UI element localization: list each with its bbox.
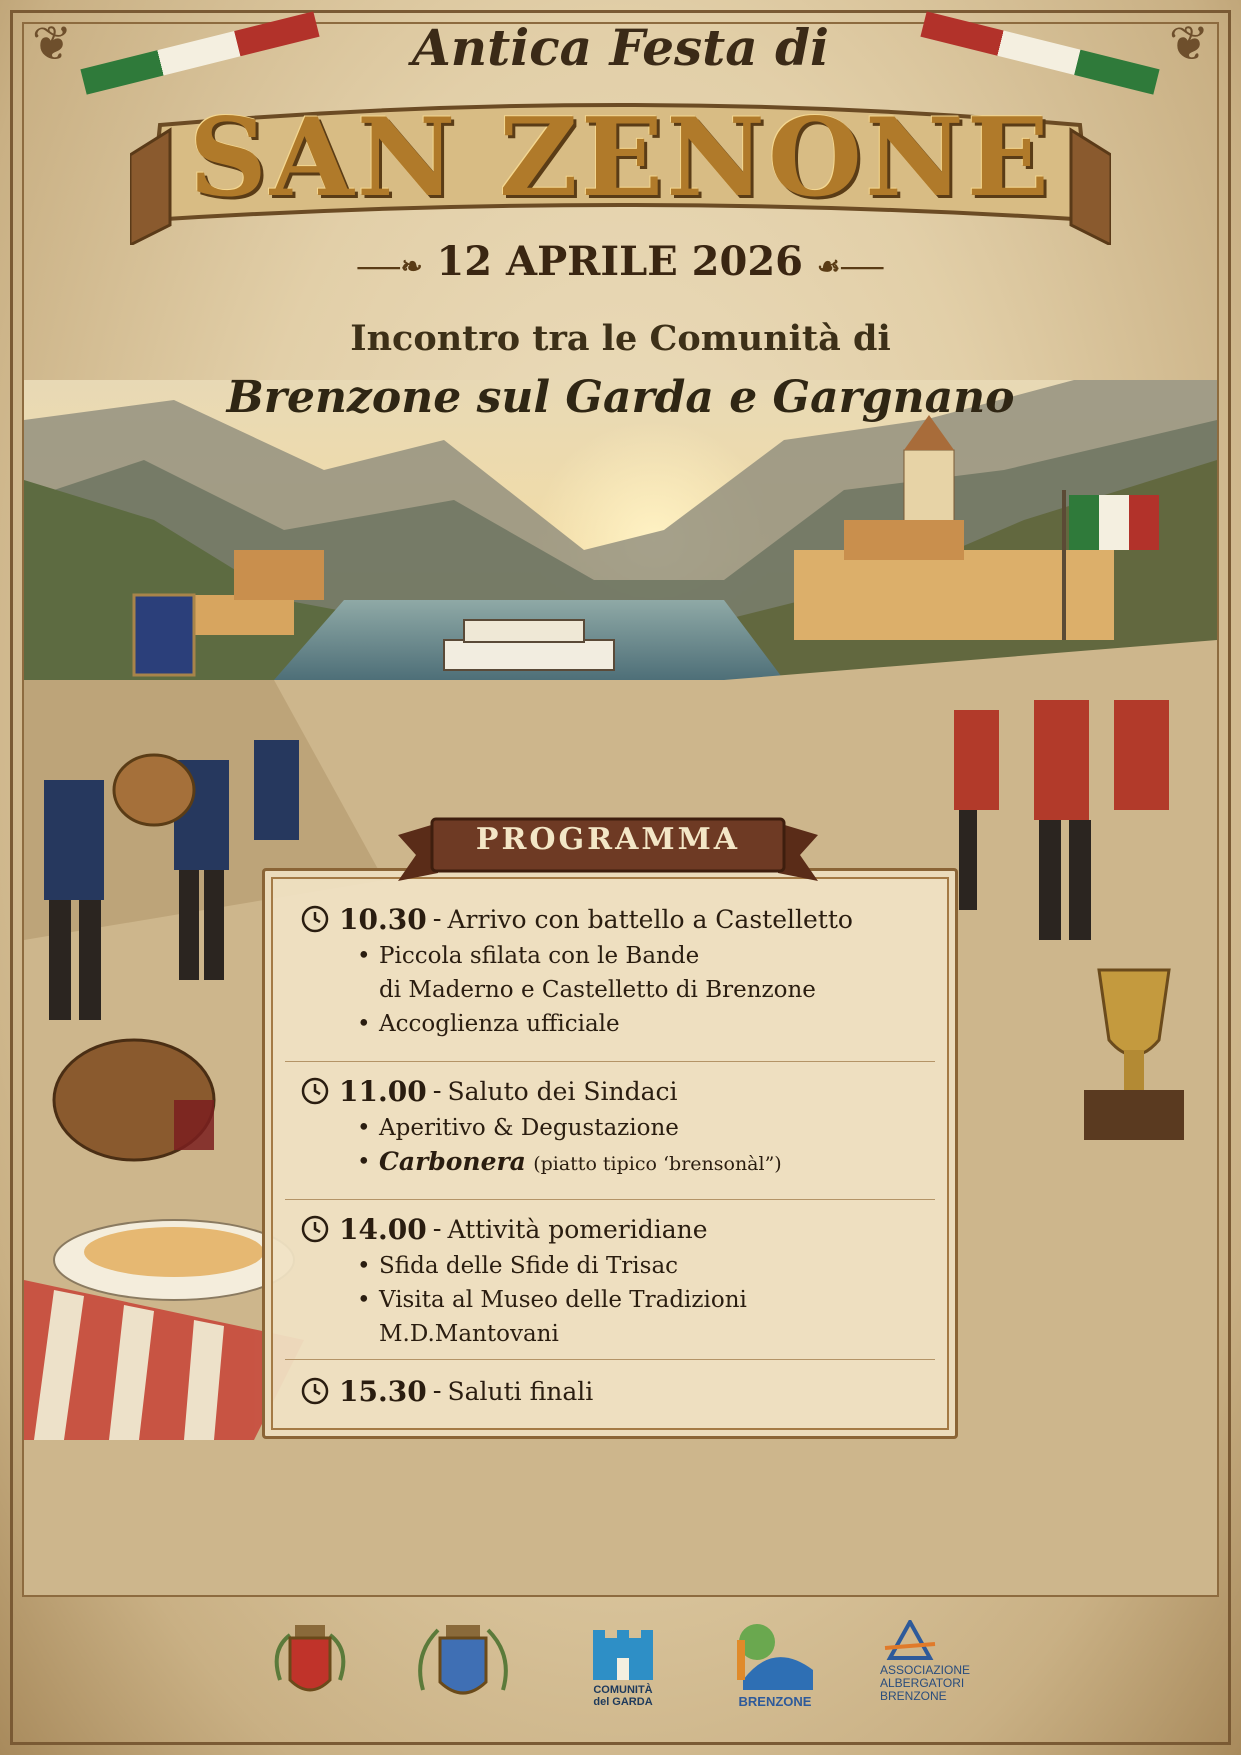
divider [285,1199,935,1200]
entry-item-text: di Maderno e Castelletto di Brenzone [379,977,816,1003]
subtitle-line2: Brenzone sul Garda e Gargnano [226,372,1015,423]
clock-icon [301,905,329,933]
event-date-text: 12 APRILE 2026 [436,238,803,285]
entry-title: Saluto dei Sindaci [447,1076,678,1106]
program-panel [262,868,958,1439]
pre-title: Antica Festa di [411,18,830,77]
event-date [0,238,1241,285]
program-entry [301,1371,941,1411]
entry-item-dish: Carbonera [379,1147,526,1176]
logo-text: BRENZONE [738,1694,812,1709]
crest-gargnano-icon [260,1620,360,1724]
entry-time: 10.30 [339,902,427,936]
flourish-left-icon: ⸺❧ [356,252,423,282]
program-entry [301,1071,941,1181]
program-entry [301,1209,941,1351]
dash: - [432,1076,442,1106]
program-entry [301,899,941,1041]
flourish-right-icon: ☙⸺ [816,252,885,282]
entry-item-note: (piatto tipico ‘brensonàl”) [533,1153,782,1175]
clock-icon [301,1377,329,1405]
logo-text: del GARDA [593,1696,653,1708]
entry-title: Saluti finali [447,1376,594,1406]
logo-text: BRENZONE [880,1689,947,1703]
entry-item-text: Piccola sfilata con le Bande [379,943,700,969]
entry-item: • Accoglienza ufficiale [357,1011,620,1037]
dash: - [432,1214,442,1244]
divider [285,1061,935,1062]
clock-icon [301,1215,329,1243]
entry-item-text: Accoglienza ufficiale [379,1011,620,1037]
entry-title: Arrivo con battello a Castelletto [447,904,853,934]
entry-item: • Sfida delle Sfide di Trisac [357,1253,679,1279]
crest-brenzone-icon [408,1620,518,1724]
entry-item-text: M.D.Mantovani [379,1321,559,1347]
subtitle-line1: Incontro tra le Comunità di [350,318,891,359]
entry-item-text: Visita al Museo delle Tradizioni [379,1287,747,1313]
entry-item: • Piccola sfilata con le Bande [357,943,700,969]
entry-time: 14.00 [339,1212,427,1246]
divider [285,1359,935,1360]
corner-flourish-icon: ❦ [31,16,73,72]
entry-item-text: Aperitivo & Degustazione [379,1115,679,1141]
dash: - [432,904,442,934]
entry-item [379,1317,941,1351]
entry-item: • Visita al Museo delle Tradizioni [357,1287,747,1313]
logo-text: ASSOCIAZIONE [880,1663,971,1677]
entry-item-text: Sfida delle Sfide di Trisac [379,1253,679,1279]
entry-item: • Carbonera (piatto tipico ‘brensonàl”) [357,1147,782,1176]
page-title: SAN ZENONE [188,95,1053,221]
comunita-del-garda-logo [578,1620,668,1708]
logo-text: COMUNITÀ [593,1684,653,1696]
brenzone-logo [730,1620,820,1709]
clock-icon [301,1077,329,1105]
dash: - [432,1376,442,1406]
entry-item [379,973,941,1007]
albergatori-logo [880,1620,990,1703]
entry-time: 11.00 [339,1074,427,1108]
corner-flourish-icon: ❦ [1168,16,1210,72]
logo-text: ALBERGATORI [880,1676,965,1690]
entry-time: 15.30 [339,1374,427,1408]
entry-title: Attività pomeridiane [447,1214,708,1244]
program-label: PROGRAMMA [475,822,741,857]
entry-item: • Aperitivo & Degustazione [357,1115,679,1141]
